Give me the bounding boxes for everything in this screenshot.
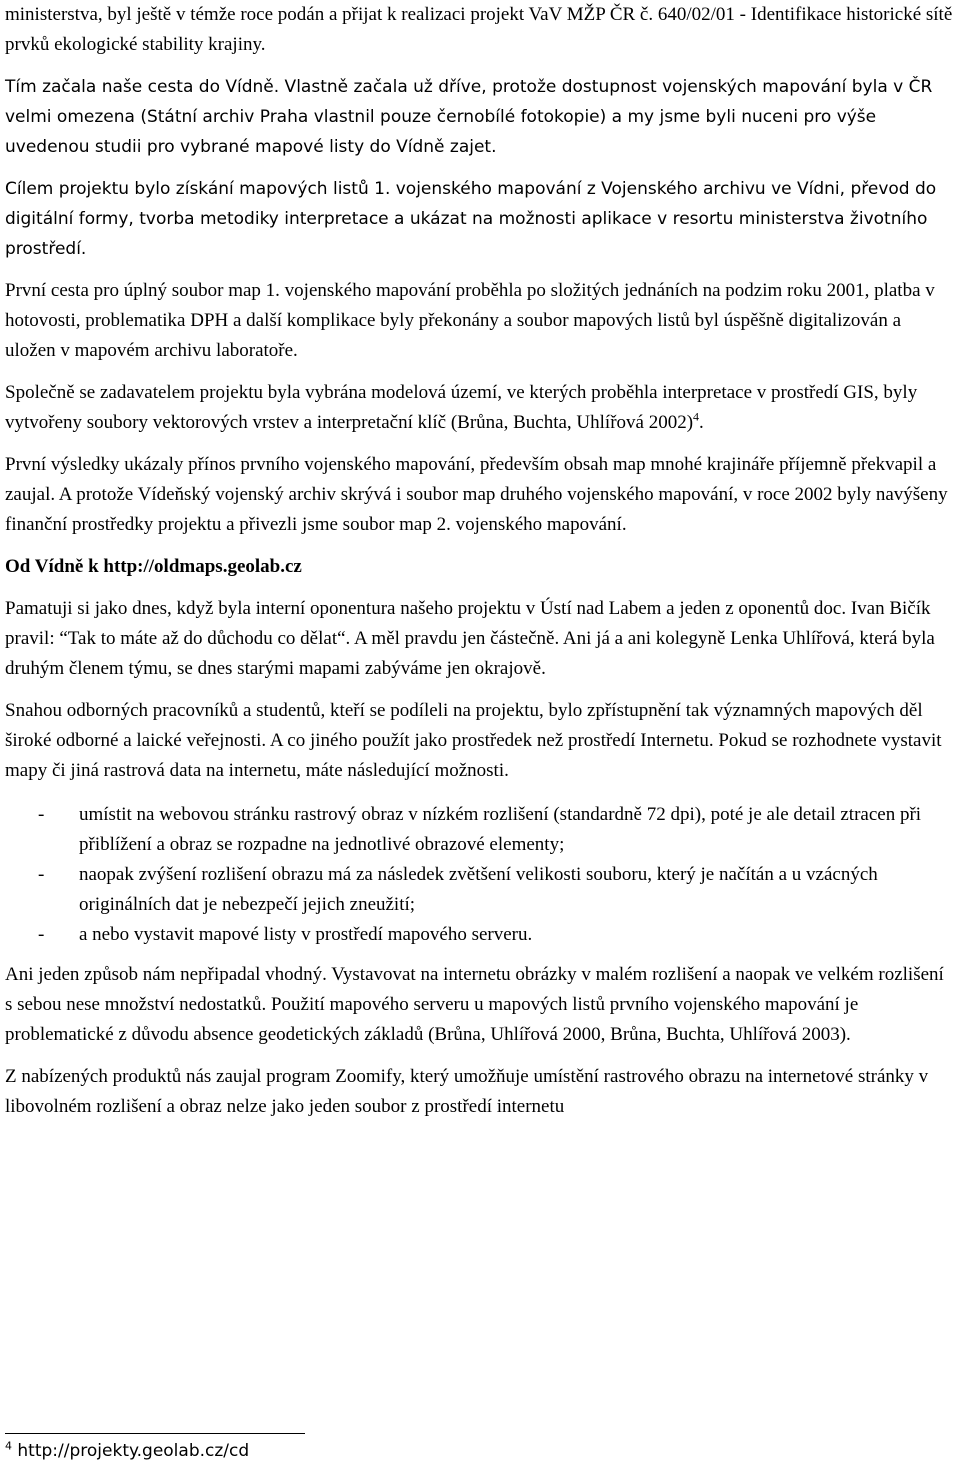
paragraph-3: Cílem projektu bylo získání mapových listů 1. vojenského mapování z Vojenského archivu ve Vídni, převod do digitální formy, tvorba metodiky interpretace a ukázat na možnosti aplikace v resortu ministerstva životního prostředí. — [5, 179, 937, 259]
paragraph-9: Ani jeden způsob nám nepřipadal vhodný. Vystavovat na internetu obrázky v malém rozlišení a naopak ve velkém rozlišení s sebou nese množství nedostatků. Použití mapového serveru u mapových listů prvního vojenského mapování je problematické z důvodu absence geodetických základů (Brůna, Uhlířová 2000, Brůna, Buchta, Uhlířová 2003). — [5, 964, 944, 1045]
footnote-link[interactable]: http://projekty.geolab.cz/cd — [17, 1441, 250, 1461]
paragraph-10: Z nabízených produktů nás zaujal program Zoomify, který umožňuje umístění rastrového obrazu na internetové stránky v libovolném rozlišení a obraz nelze jako jeden soubor z prostředí internetu — [5, 1066, 929, 1117]
paragraph-5-text: Společně se zadavatelem projektu byla vybrána modelová území, ve kterých proběhla interpretace v prostředí GIS, byly vytvořeny soubory vektorových vrstev a interpretační klíč (Brůna, Buchta, Uhlířová 2002) — [5, 382, 918, 433]
paragraph-1: ministerstva, byl ještě v témže roce podán a přijat k realizaci projekt VaV MŽP ČR č. 640/02/01 - Identifikace historické sítě prvků ekologické stability krajiny. — [5, 4, 953, 55]
list-item-text: naopak zvýšení rozlišení obrazu má za následek zvětšení velikosti souboru, který je načítán a u vzácných originálních dat je nebezpečí jejich zneužití; — [79, 864, 878, 915]
paragraph-5 — [5, 378, 955, 438]
paragraph-5-suffix: . — [699, 412, 704, 433]
list-item — [5, 800, 955, 860]
list-item — [5, 920, 955, 950]
paragraph-8: Snahou odborných pracovníků a studentů, kteří se podíleli na projektu, bylo zpřístupnění tak významných mapových děl široké odborné a laické veřejnosti. A co jiného použít jako prostředek než prostředí Internetu. Pokud se rozhodnete vystavit mapy či jiná rastrová data na internetu, máte následující možnosti. — [5, 700, 942, 781]
footnote-marker: 4 — [693, 409, 700, 424]
list-dash: - — [38, 804, 45, 825]
list-item-text: umístit na webovou stránku rastrový obraz v nízkém rozlišení (standardně 72 dpi), poté je ale detail ztracen při přiblížení a obraz se rozpadne na jednotlivé obrazové elementy; — [79, 804, 922, 855]
footnote-number: 4 — [5, 1439, 12, 1453]
footnote-divider — [5, 1433, 305, 1434]
list-dash: - — [38, 864, 45, 885]
list-dash: - — [38, 924, 45, 945]
list-item — [5, 860, 955, 920]
paragraph-4: První cesta pro úplný soubor map 1. vojenského mapování proběhla po složitých jednáních na podzim roku 2001, platba v hotovosti, problematika DPH a další komplikace byly překonány a soubor mapových listů byl úspěšně digitalizován a uložen v mapovém archivu laboratoře. — [5, 280, 935, 361]
options-list — [5, 800, 955, 950]
section-heading: Od Vídně k http://oldmaps.geolab.cz — [5, 556, 302, 577]
paragraph-6: První výsledky ukázaly přínos prvního vojenského mapování, především obsah map mnohé krajináře příjemně překvapil a zaujal. A protože Vídeňský vojenský archiv skrývá i soubor map druhého vojenského mapování, v roce 2002 byly navýšeny finanční prostředky projektu a přivezli jsme soubor map 2. vojenského mapování. — [5, 454, 948, 535]
paragraph-7: Pamatuji si jako dnes, když byla interní oponentura našeho projektu v Ústí nad Labem a jeden z oponentů doc. Ivan Bičík pravil: “Tak to máte až do důchodu co dělat“. A měl pravdu jen částečně. Ani já a ani kolegyně Lenka Uhlířová, která byla druhým členem týmu, se dnes starými mapami zabýváme jen okrajově. — [5, 598, 935, 679]
footnote — [5, 1438, 249, 1464]
list-item-text: a nebo vystavit mapové listy v prostředí mapového serveru. — [79, 924, 533, 945]
document-page — [5, 0, 955, 1134]
paragraph-2: Tím začala naše cesta do Vídně. Vlastně začala už dříve, protože dostupnost vojenských mapování byla v ČR velmi omezena (Státní archiv Praha vlastnil pouze černobílé fotokopie) a my jsme byli nuceni pro výše uvedenou studii pro vybrané mapové listy do Vídně zajet. — [5, 77, 933, 157]
